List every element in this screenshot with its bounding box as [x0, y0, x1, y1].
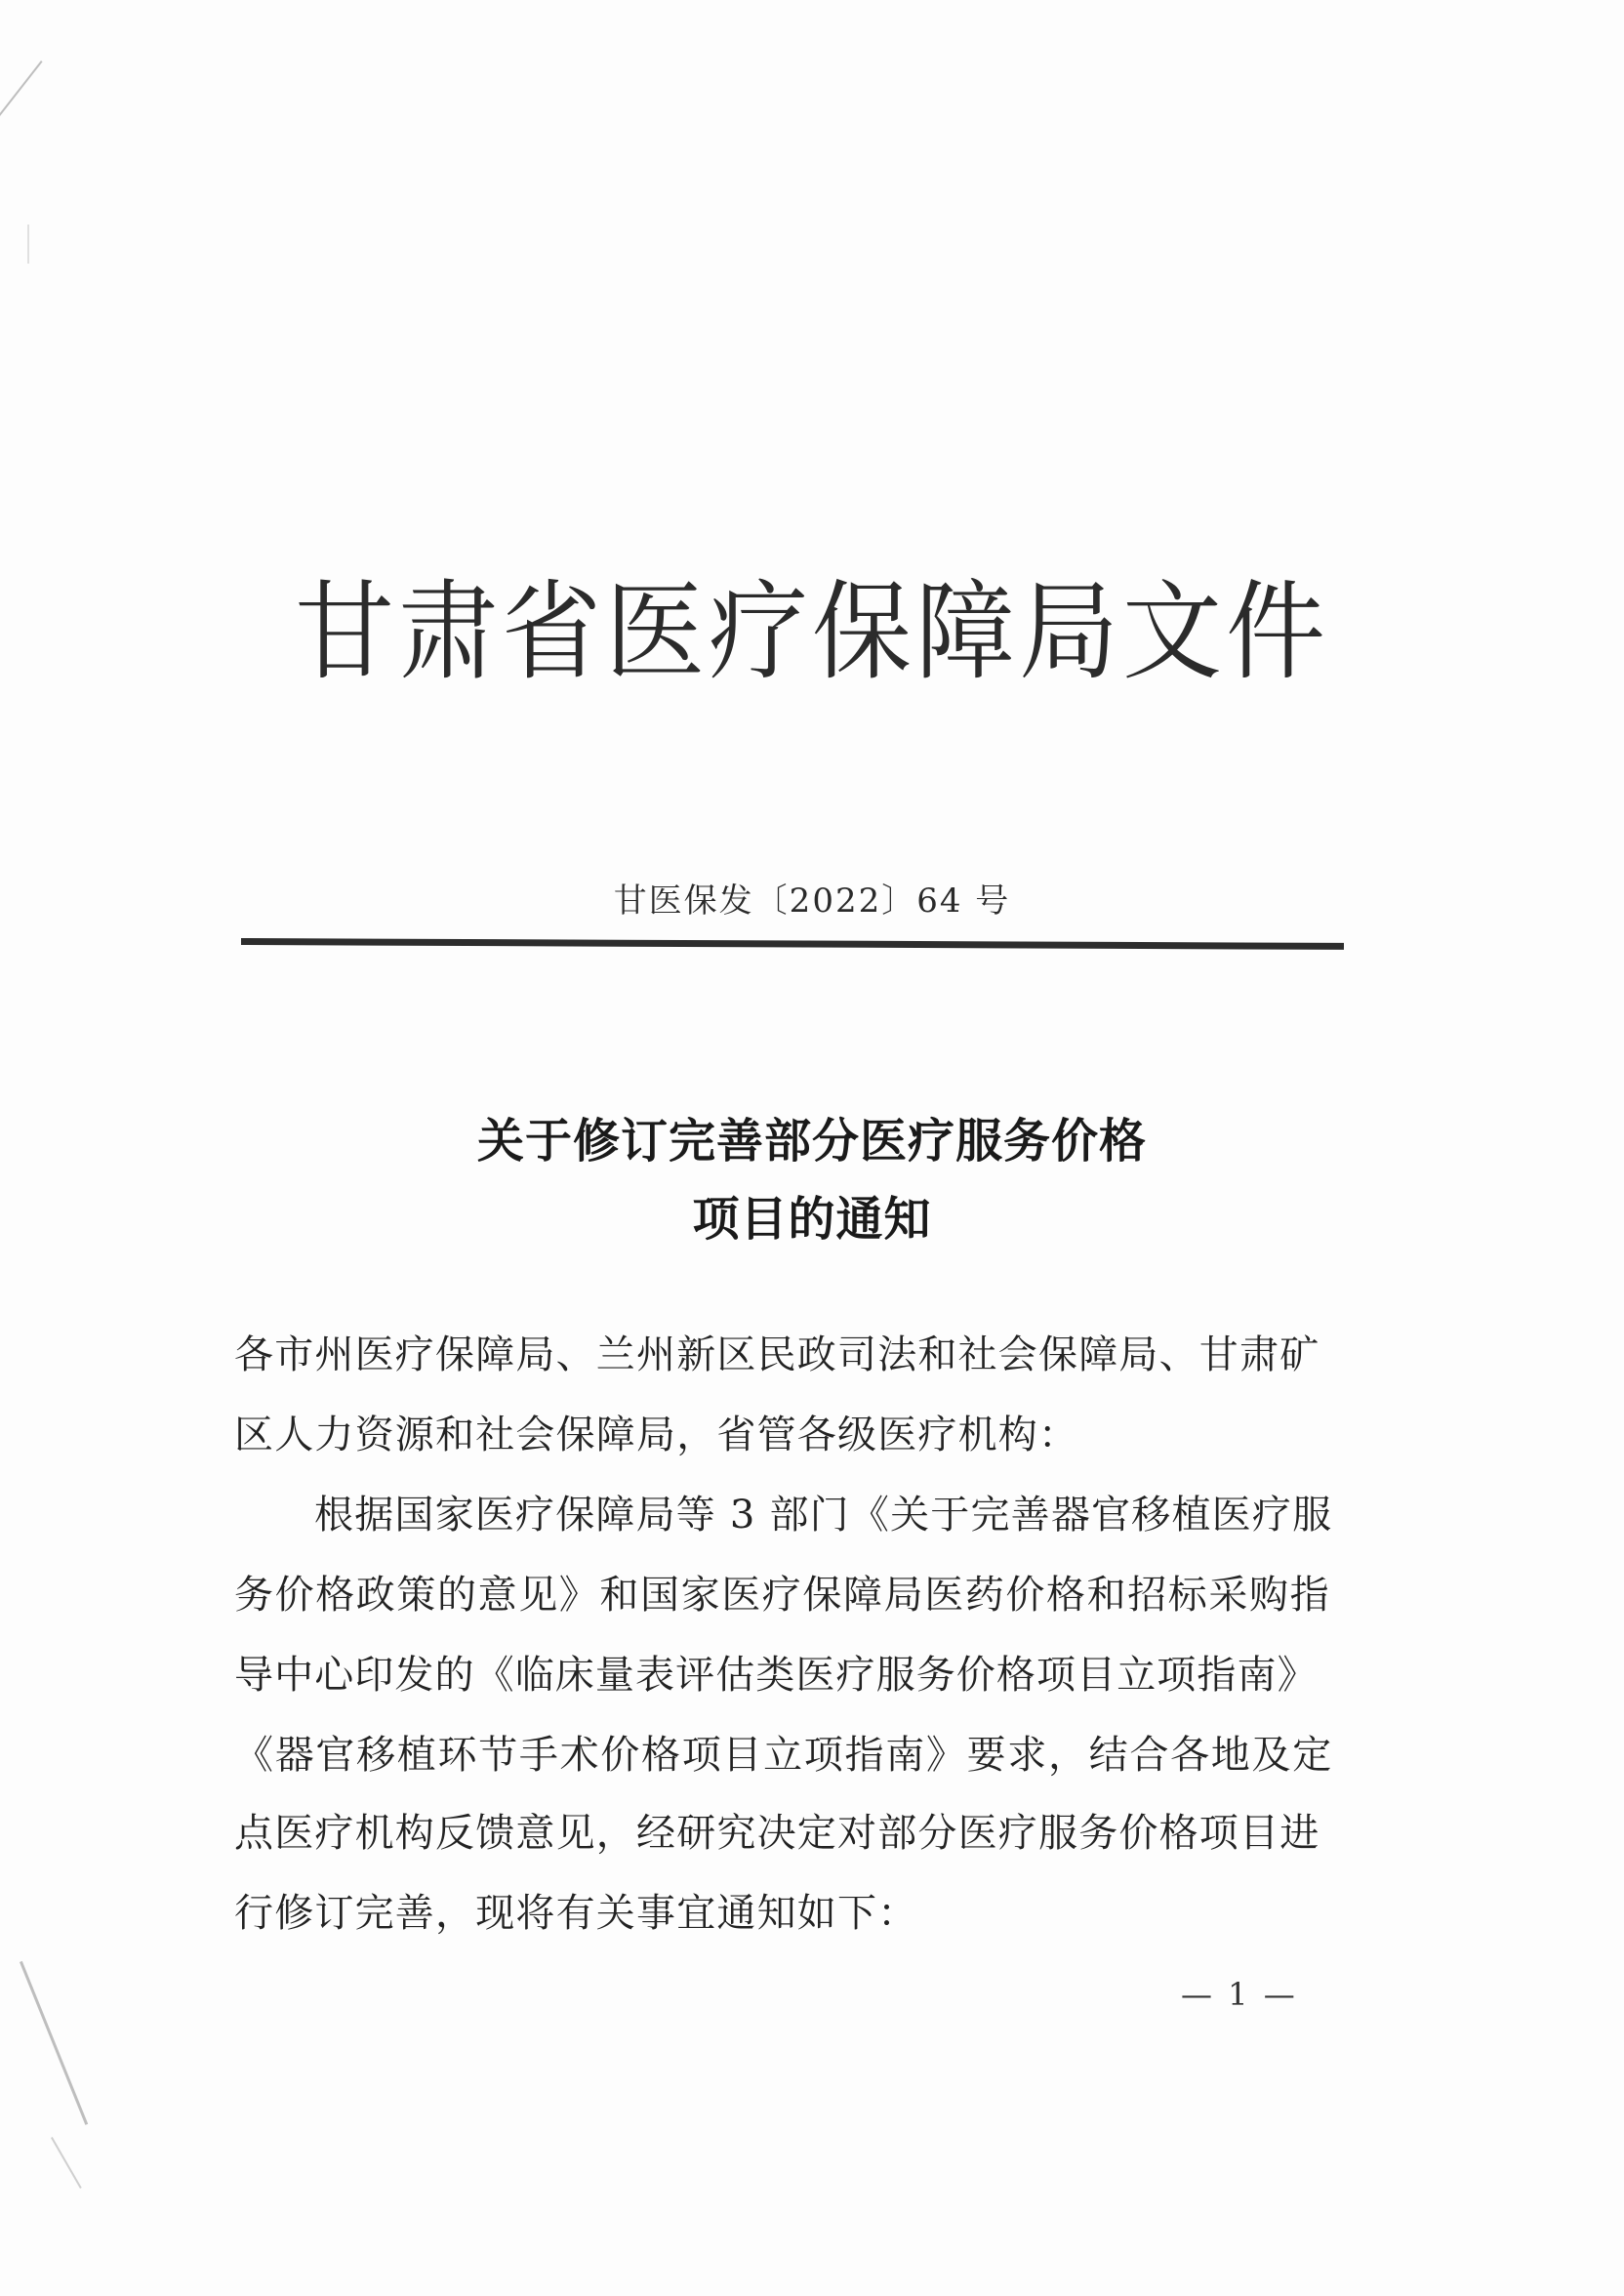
body-line: 行修订完善，现将有关事宜通知如下： [234, 1891, 918, 1936]
scan-mark [0, 61, 43, 127]
body-line: 务价格政策的意见》和国家医疗保障局医药价格和招标采购指 [234, 1573, 1331, 1618]
scan-mark [51, 2137, 82, 2189]
scan-mark [27, 225, 29, 264]
scan-mark [20, 1961, 88, 2125]
body-line: 点医疗机构反馈意见，经研究决定对部分医疗服务价格项目进 [234, 1811, 1320, 1856]
issuer-title: 甘肃省医疗保障局文件 [295, 570, 1329, 696]
document-number: 甘医保发〔2022〕64 号 [613, 882, 1011, 921]
body-line: 导中心印发的《临床量表评估类医疗服务价格项目立项指南》 [234, 1653, 1318, 1698]
body-line: 区人力资源和社会保障局，省管各级医疗机构： [234, 1413, 1079, 1457]
header-divider [241, 938, 1344, 950]
notice-title-line-1: 关于修订完善部分医疗服务价格 [476, 1114, 1147, 1168]
body-line: 根据国家医疗保障局等 3 部门《关于完善器官移植医疗服 [314, 1493, 1333, 1538]
page-number: — 1 — [1181, 1976, 1298, 2013]
body-line: 《器官移植环节手术价格项目立项指南》要求，结合各地及定 [234, 1733, 1333, 1778]
notice-title-line-2: 项目的通知 [692, 1192, 932, 1247]
body-line: 各市州医疗保障局、兰州新区民政司法和社会保障局、甘肃矿 [234, 1332, 1320, 1377]
